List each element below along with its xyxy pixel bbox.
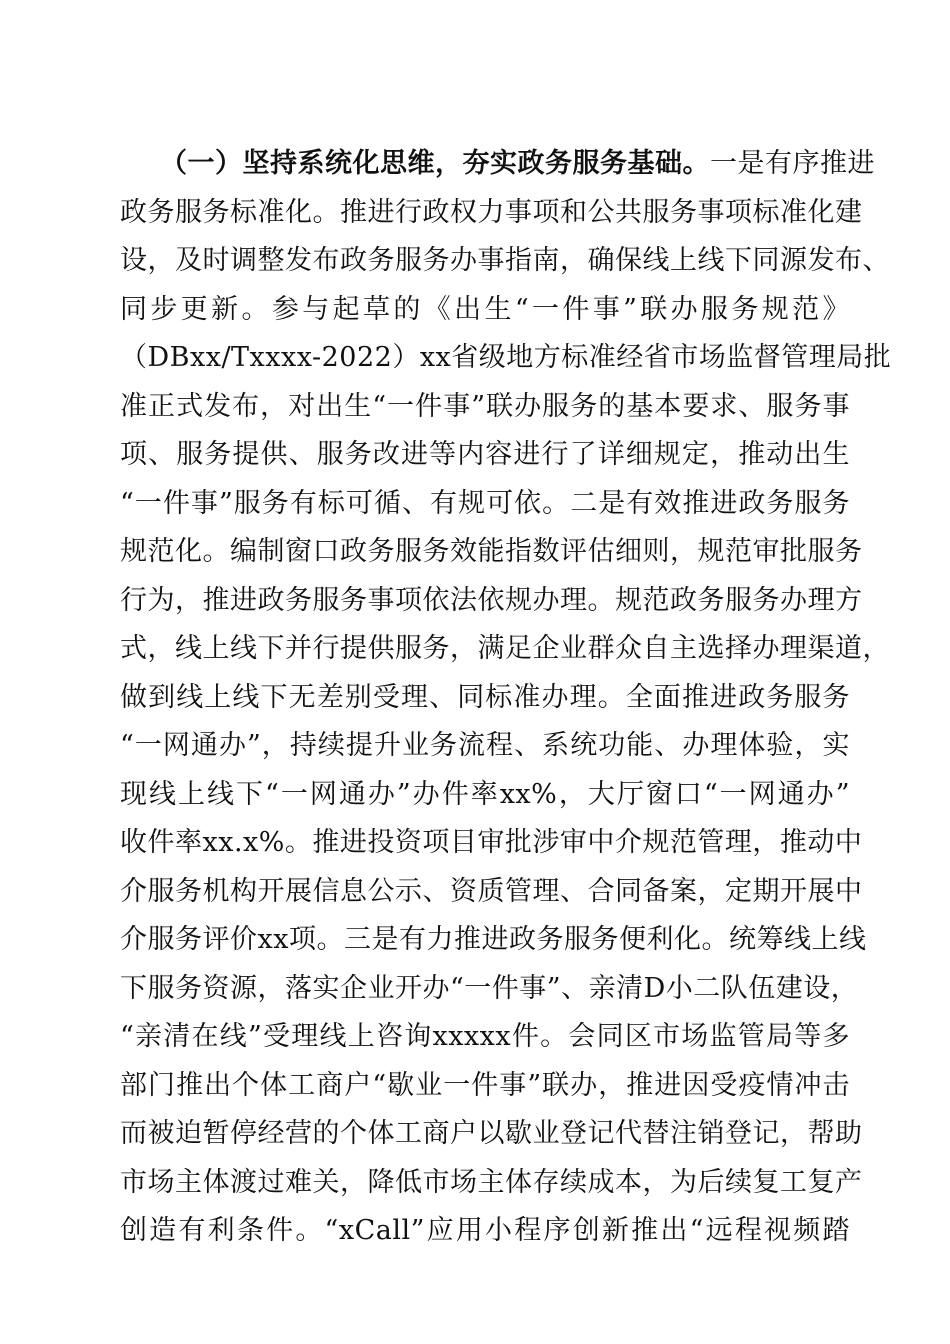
text-line: 部门推出个体工商户“歇业一件事”联办，推进因受疫情冲击 (120, 1069, 850, 1101)
section-heading: （一）坚持系统化思维，夯实政务服务基础。 (160, 148, 710, 179)
text-line: “亲清在线”受理线上咨询xxxxx件。会同区市场监管局等多 (120, 1021, 850, 1052)
text-line: “一件事”服务有标可循、有规可依。二是有效推进政务服务 (120, 487, 850, 519)
text-line: 收件率xx.x%。推进投资项目审批涉审中介规范管理，推动中 (120, 827, 863, 858)
text-line: 创造有利条件。“xCall”应用小程序创新推出“远程视频踏 (120, 1215, 850, 1246)
text-line: “一网通办”，持续提升业务流程、系统功能、办理体验，实 (120, 730, 850, 761)
text-line: 政务服务标准化。推进行政权力事项和公共服务事项标准化建 (120, 196, 863, 228)
body-text (120, 140, 892, 1256)
text-line: 规范化。编制窗口政务服务效能指数评估细则，规范审批服务 (120, 536, 863, 567)
text-line: 准正式发布，对出生“一件事”联办服务的基本要求、服务事 (120, 390, 850, 422)
text-line: 介服务评价xx项。三是有力推进政务服务便利化。统筹线上线 (120, 924, 867, 955)
text-line: （DBxx/Txxxx-2022）xx省级地方标准经省市场监督管理局批 (120, 342, 892, 373)
text-line: 行为，推进政务服务事项依法依规办理。规范政务服务办理方 (120, 584, 863, 616)
text-line: 设，及时调整发布政务服务办事指南，确保线上线下同源发布、 (120, 245, 890, 276)
text-line: 同步更新。参与起草的《出生“一件事”联办服务规范》 (120, 293, 850, 325)
text-line: 一是有序推进 (710, 148, 875, 179)
text-line: 而被迫暂停经营的个体工商户以歇业登记代替注销登记，帮助 (120, 1118, 863, 1149)
paragraph-first-line (120, 140, 875, 189)
text-line: 介服务机构开展信息公示、资质管理、合同备案，定期开展中 (120, 875, 863, 907)
text-line: 下服务资源，落实企业开办“一件事”、亲清D小二队伍建设， (120, 972, 859, 1004)
text-line: 市场主体渡过难关，降低市场主体存续成本，为后续复工复产 (120, 1166, 863, 1198)
text-line: 式，线上线下并行提供服务，满足企业群众自主选择办理渠道， (120, 633, 890, 664)
text-line: 现线上线下“一网通办”办件率xx%，大厅窗口“一网通办” (120, 778, 850, 810)
text-line: 做到线上线下无差别受理、同标准办理。全面推进政务服务 (120, 681, 850, 713)
text-line: 项、服务提供、服务改进等内容进行了详细规定，推动出生 (120, 439, 850, 470)
